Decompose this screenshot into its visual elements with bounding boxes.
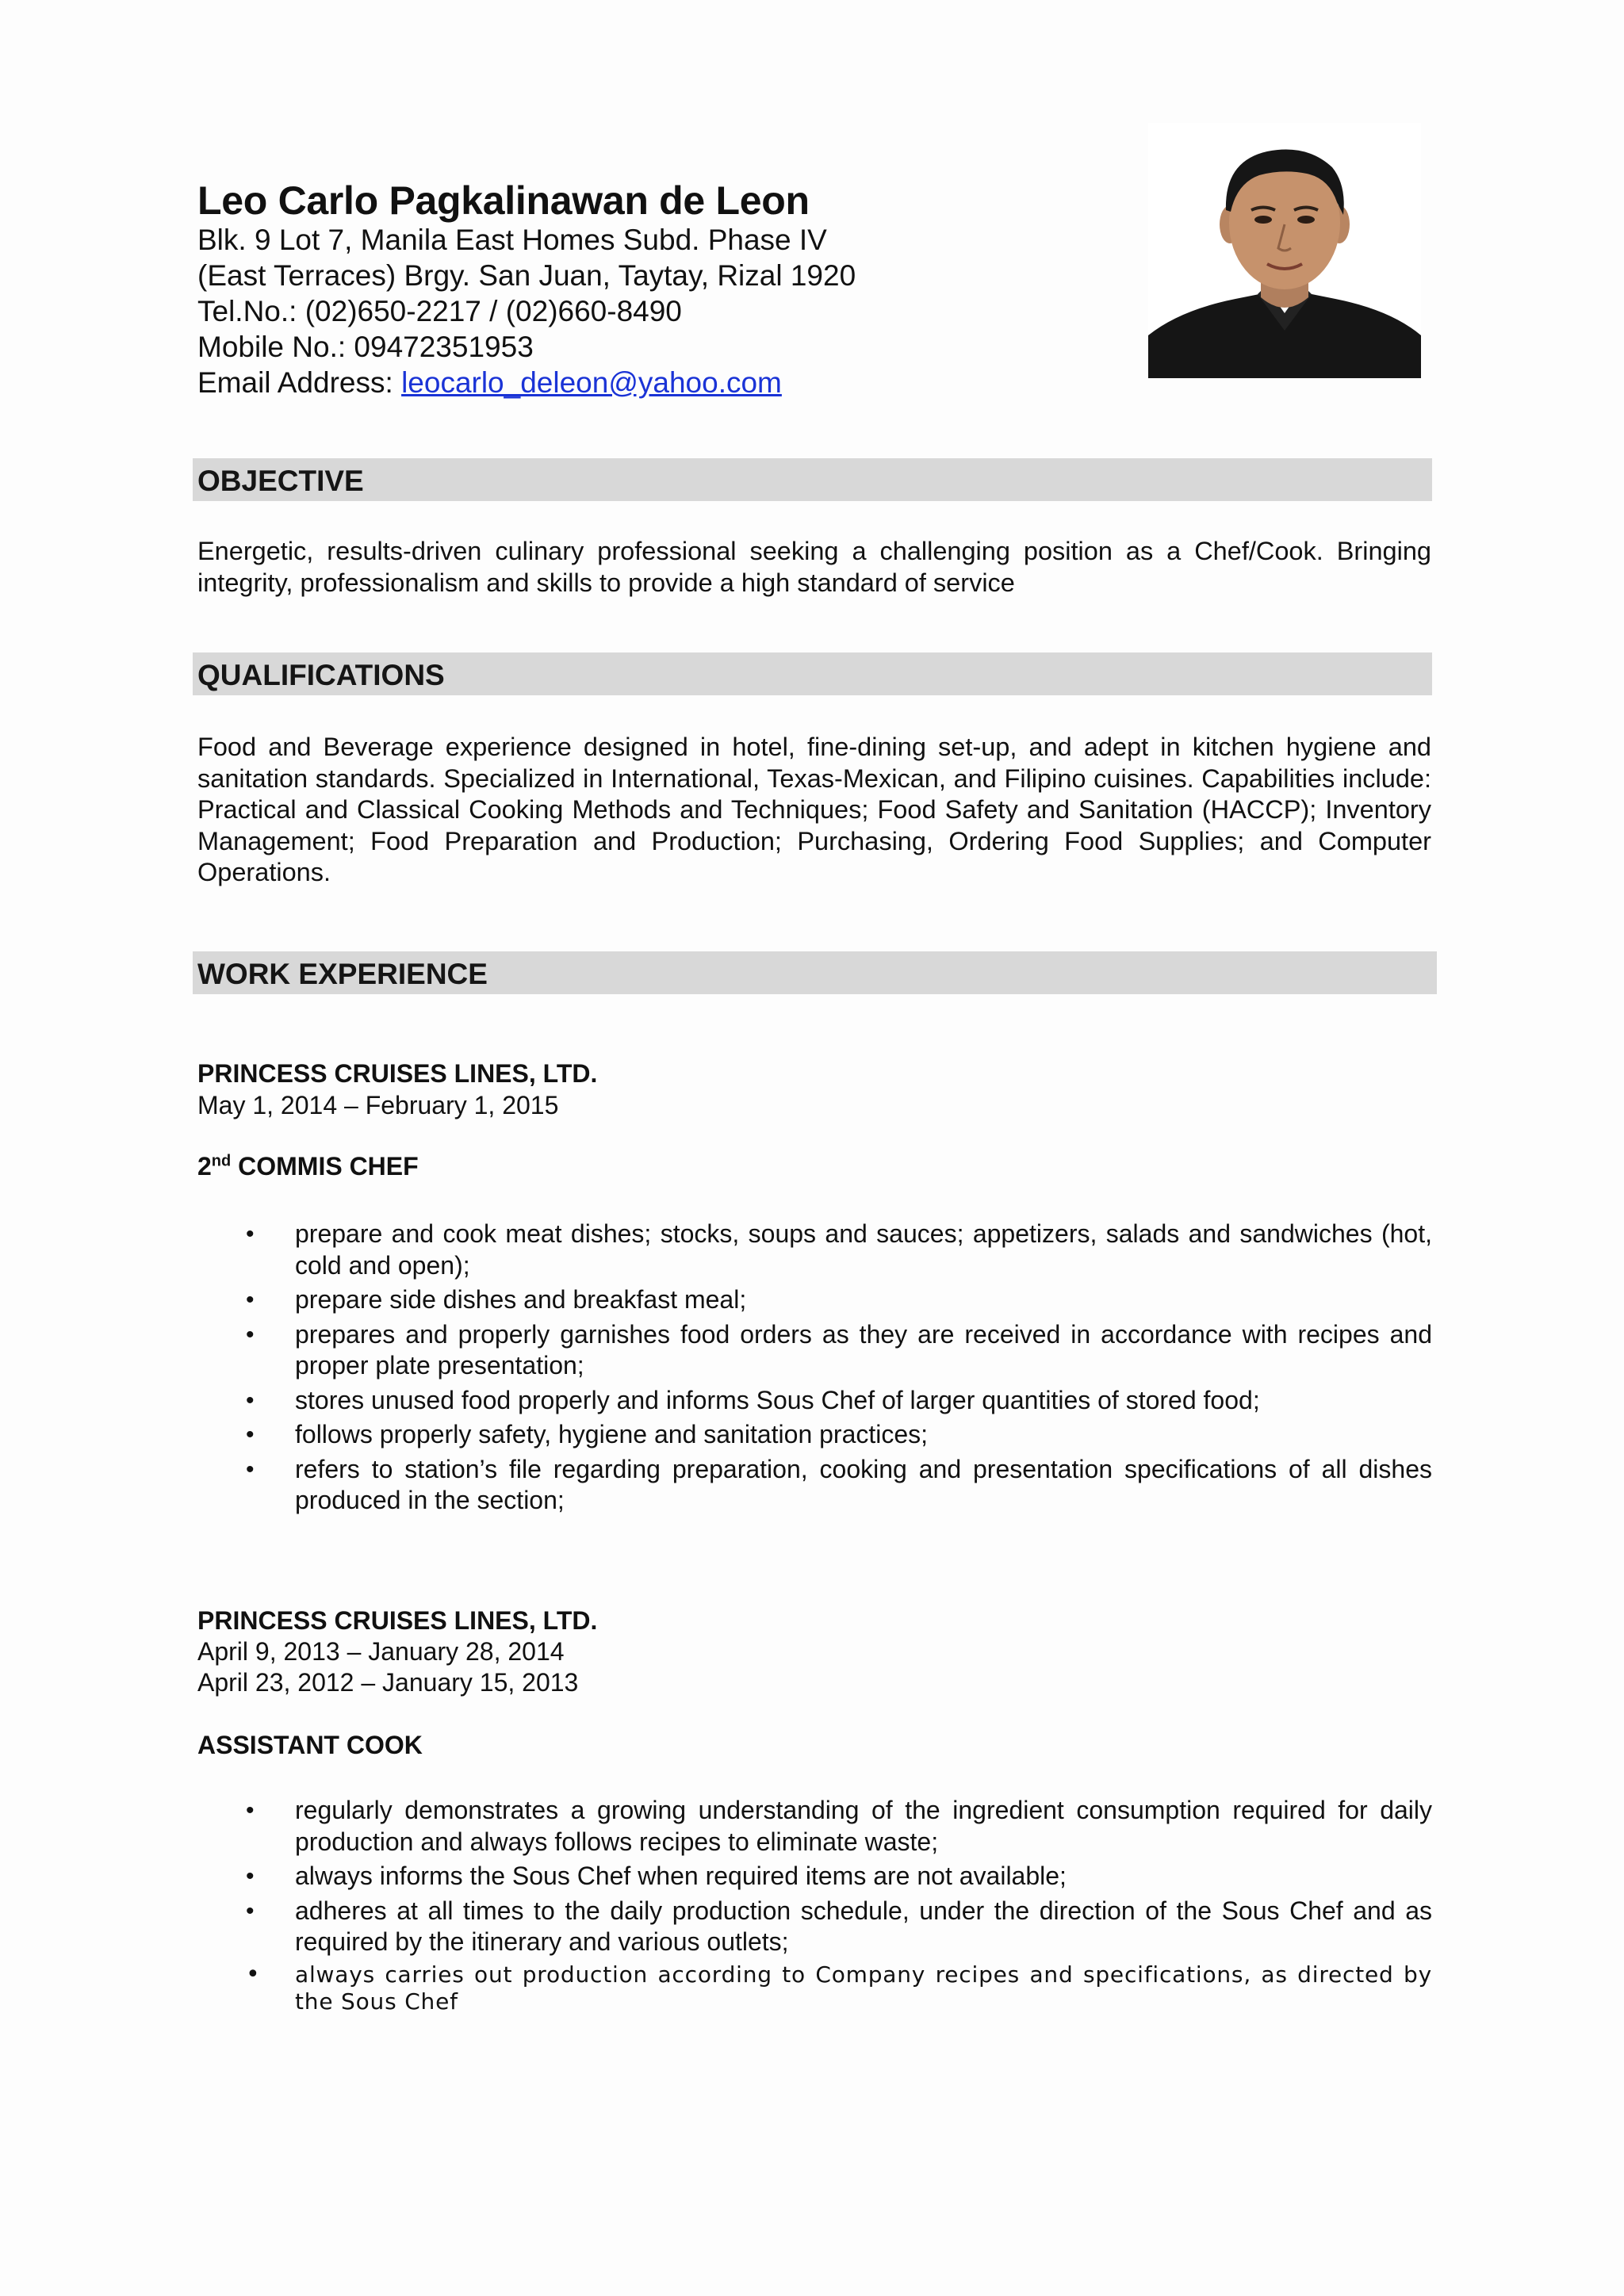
list-item — [246, 1219, 1432, 1281]
list-item — [246, 1896, 1432, 1958]
duty-text: prepare side dishes and breakfast meal; — [295, 1285, 747, 1314]
job-1-company: PRINCESS CRUISES LINES, LTD. — [197, 1059, 598, 1088]
list-item — [246, 1284, 1432, 1316]
bullet-icon: • — [246, 1897, 255, 1924]
qualifications-section-bar — [193, 652, 1432, 695]
email-label: Email Address: — [197, 366, 402, 399]
job-2-dates-2: April 23, 2012 – January 15, 2013 — [197, 1668, 579, 1697]
bullet-icon: • — [246, 1422, 255, 1448]
bullet-icon: • — [246, 1321, 255, 1348]
job-1-duties — [246, 1219, 1432, 1517]
list-item — [246, 1961, 1432, 2015]
job-1-title-text: COMMIS CHEF — [231, 1152, 419, 1181]
list-item — [246, 1319, 1432, 1382]
bullet-icon: • — [246, 1797, 255, 1823]
mobile-line: Mobile No.: 09472351953 — [197, 331, 534, 363]
duty-text: stores unused food properly and informs Sous Chef of larger quantities of stored food; — [295, 1385, 1260, 1414]
work-experience-section-bar — [193, 951, 1437, 994]
job-2-company: PRINCESS CRUISES LINES, LTD. — [197, 1606, 598, 1635]
job-2-dates-1: April 9, 2013 – January 28, 2014 — [197, 1637, 565, 1666]
list-item — [246, 1861, 1432, 1892]
duty-text: prepares and properly garnishes food orders as they are received in accordance with recipes and proper plate presentation; — [295, 1319, 1432, 1380]
bullet-icon: • — [246, 1456, 255, 1483]
profile-photo — [1148, 123, 1421, 378]
duty-text: always carries out production according to Company recipes and specifications, as directed by the Sous Chef — [295, 1961, 1432, 2015]
email-line — [197, 365, 856, 400]
qualifications-text: Food and Beverage experience designed in hotel, fine-dining set-up, and adept in kitchen hygiene and sanitation standards. Specialized in International, Texas-Mexican, and Filipino cuisines. Capabilities include: Practical and Classical Cooking Methods and Techniques; Food Safety and Sanitation (HACCP); Inventory Management; Food Preparation and Production; Purchasing, Ordering Food Supplies; and Computer Operations. — [197, 733, 1431, 886]
bullet-icon: • — [246, 1387, 255, 1414]
contact-block — [197, 222, 856, 400]
duty-text: follows properly safety, hygiene and sanitation practices; — [295, 1420, 929, 1448]
job-1-title-number: 2 — [197, 1152, 212, 1181]
duty-text: prepare and cook meat dishes; stocks, soups and sauces; appetizers, salads and sandwiches (hot, cold and open); — [295, 1219, 1432, 1280]
duty-text: always informs the Sous Chef when required items are not available; — [295, 1862, 1067, 1890]
qualifications-heading: QUALIFICATIONS — [197, 659, 445, 691]
list-item — [246, 1795, 1432, 1858]
objective-section-bar — [193, 458, 1432, 501]
list-item — [246, 1454, 1432, 1517]
duty-text: regularly demonstrates a growing understanding of the ingredient consumption required for daily production and always follows recipes to eliminate waste; — [295, 1796, 1432, 1856]
objective-heading: OBJECTIVE — [197, 465, 364, 497]
work-experience-heading: WORK EXPERIENCE — [197, 958, 488, 990]
bullet-icon: • — [246, 1960, 261, 1988]
duty-text: refers to station’s file regarding preparation, cooking and presentation specifications of all dishes produced in the section; — [295, 1454, 1432, 1514]
job-1-title-suffix: nd — [211, 1152, 232, 1170]
job-1-dates: May 1, 2014 – February 1, 2015 — [197, 1091, 559, 1119]
telephone-line: Tel.No.: (02)650-2217 / (02)660-8490 — [197, 295, 682, 327]
email-link[interactable]: leocarlo_deleon@yahoo.com — [401, 366, 782, 399]
person-portrait-icon — [1148, 123, 1421, 378]
address-line-2: (East Terraces) Brgy. San Juan, Taytay, Rizal 1920 — [197, 259, 856, 292]
bullet-icon: • — [246, 1287, 255, 1313]
job-1-title — [197, 1152, 419, 1181]
job-2-title: ASSISTANT COOK — [197, 1731, 423, 1759]
list-item — [246, 1419, 1432, 1451]
list-item — [246, 1385, 1432, 1417]
bullet-icon: • — [246, 1863, 255, 1889]
address-line-1: Blk. 9 Lot 7, Manila East Homes Subd. Phase IV — [197, 224, 827, 256]
candidate-name: Leo Carlo Pagkalinawan de Leon — [197, 178, 810, 223]
bullet-icon: • — [246, 1221, 255, 1247]
job-2-duties — [246, 1795, 1432, 2015]
duty-text: adheres at all times to the daily production schedule, under the direction of the Sous Chef and as required by the itinerary and various outlets; — [295, 1896, 1432, 1956]
objective-text: Energetic, results-driven culinary professional seeking a challenging position as a Chef/Cook. Bringing integrity, professionalism and skills to provide a high standard of service — [197, 537, 1431, 597]
